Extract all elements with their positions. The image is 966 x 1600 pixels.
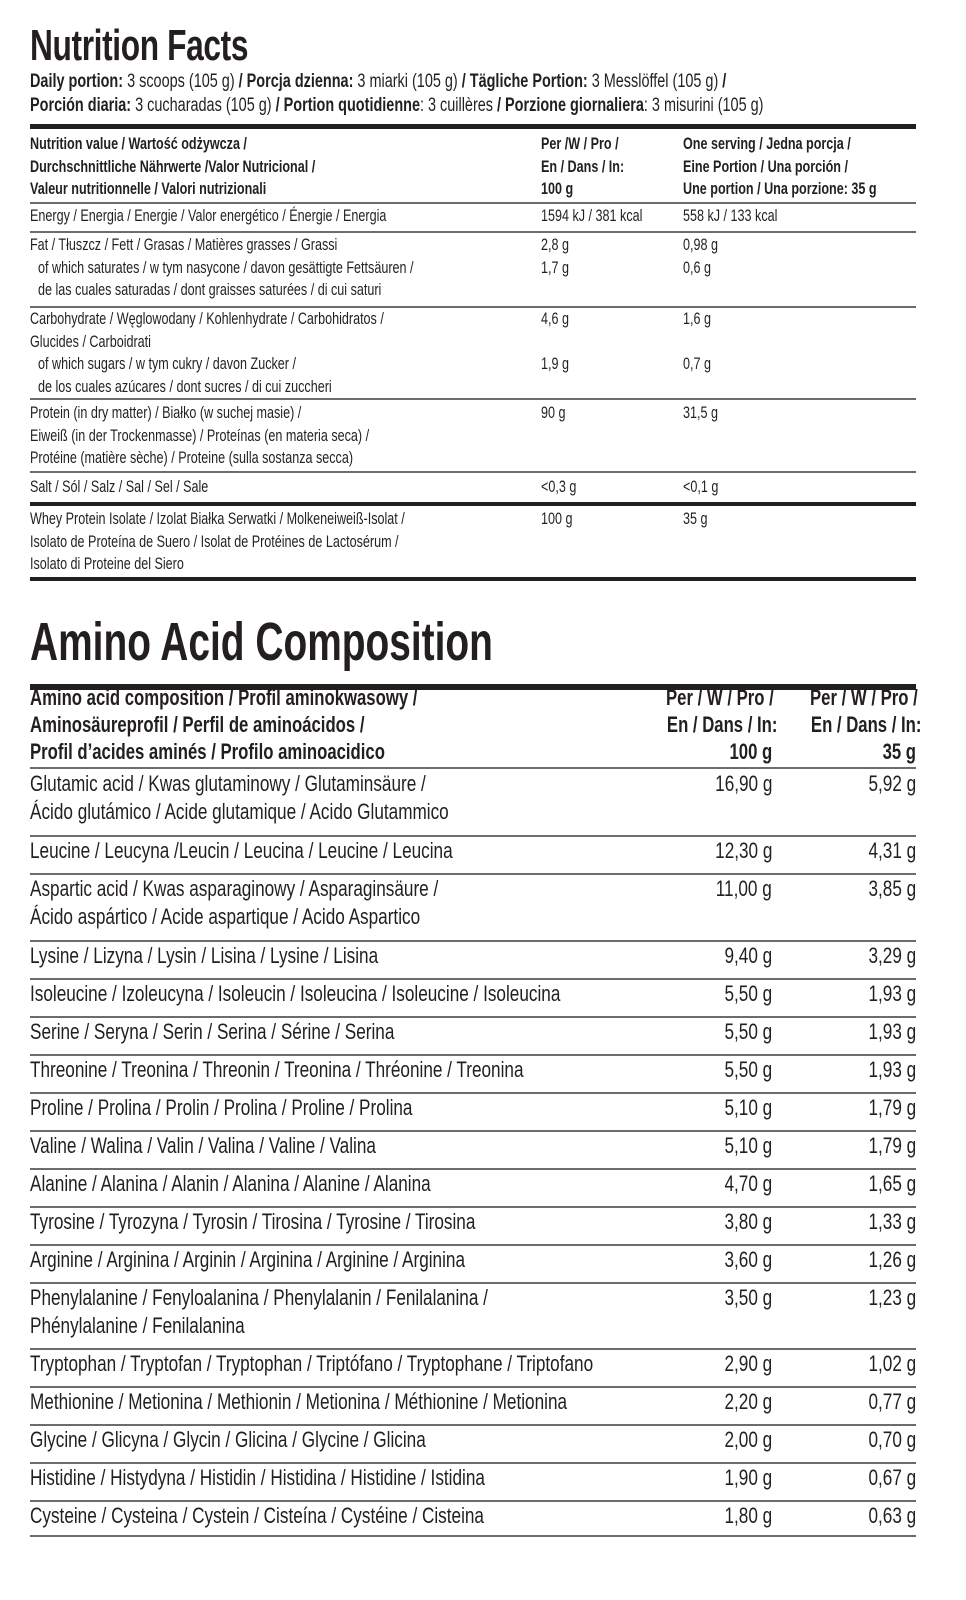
value-per-100g: 1,90 g — [724, 1465, 772, 1490]
nutrient-label: Carbohydrate / Węglowodany / Kohlenhydrate / Carbohidratos / — [30, 309, 384, 328]
value-per-100g: 5,10 g — [724, 1095, 772, 1120]
portion-label: / Portion quotidienne — [275, 95, 420, 116]
divider — [30, 202, 916, 204]
value-per-100g: 4,70 g — [724, 1171, 772, 1196]
divider — [30, 767, 916, 769]
amino-acid-name: Glutamic acid / Kwas glutaminowy / Glutaminsäure / Ácido glutámico / Acide glutamique / Acido Glutammico — [30, 771, 449, 824]
divider — [30, 398, 916, 400]
amino-acid-name: Serine / Seryna / Serin / Serina / Sérine / Serina — [30, 1019, 395, 1044]
value-per-100g: 9,40 g — [724, 943, 772, 968]
value-per-100g: 3,80 g — [724, 1209, 772, 1234]
value-per-100g: 16,90 g — [714, 771, 772, 796]
value-per-100g: 4,6 g — [541, 309, 569, 328]
portion-value: 3 scoops (105 g) — [123, 71, 239, 92]
value-per-serving: 1,6 g — [683, 309, 711, 328]
amino-acid-name: Valine / Walina / Valin / Valina / Valine / Valina — [30, 1133, 376, 1158]
amino-acid-name: Glycine / Glicyna / Glycin / Glicina / Glycine / Glicina — [30, 1427, 426, 1452]
value-per-100g: 5,10 g — [724, 1133, 772, 1158]
amino-acid-name: Arginine / Arginina / Arginin / Arginina / Arginine / Arginina — [30, 1247, 465, 1272]
amino-acid-name: Aspartic acid / Kwas asparaginowy / Asparaginsäure / Ácido aspártico / Acide aspartique / Acido Aspartico — [30, 876, 439, 929]
value-per-100g: 100 g — [541, 509, 573, 528]
nutrient-sublabel: of which saturates / w tym nasycone / davon gesättigte Fettsäuren / — [38, 257, 414, 277]
value-per-100g: 1,7 g — [541, 257, 569, 277]
portion-separator: / — [722, 71, 727, 92]
amino-acid-name: Alanine / Alanina / Alanin / Alanina / Alanine / Alanina — [30, 1171, 431, 1196]
value-per-35g: 0,63 g — [868, 1503, 916, 1528]
portion-label: / Porzione giornaliera — [497, 95, 644, 116]
value-per-35g: 1,26 g — [868, 1247, 916, 1272]
portion-label: / Tägliche Portion: — [461, 71, 588, 92]
amino-acid-name: Histidine / Histydyna / Histidin / Histidina / Histidine / Istidina — [30, 1465, 485, 1490]
header-per-35g-column: Per / W / Pro / En / Dans / In: 35 g — [810, 685, 922, 764]
divider-thick — [30, 577, 916, 581]
amino-acid-name: Threonine / Treonina / Threonin / Treonina / Thréonine / Treonina — [30, 1057, 524, 1082]
nutrient-sublabel: de las cuales saturadas / dont graisses saturées / di cui saturi — [38, 280, 382, 299]
value-per-100g: <0,3 g — [541, 477, 577, 496]
value-per-35g: 0,70 g — [868, 1427, 916, 1452]
divider-thick — [30, 502, 916, 506]
value-per-35g: 1,65 g — [868, 1171, 916, 1196]
portion-value: : 3 misurini (105 g) — [643, 95, 764, 116]
header-per-100g-column: Per / W / Pro / En / Dans / In: 100 g — [666, 685, 778, 764]
amino-acid-name: Tyrosine / Tyrozyna / Tyrosin / Tirosina / Tyrosine / Tirosina — [30, 1209, 476, 1234]
value-per-35g: 5,92 g — [868, 771, 916, 796]
amino-acid-name: Lysine / Lizyna / Lysin / Lisina / Lysine / Lisina — [30, 943, 379, 968]
daily-portion-line-1 — [30, 70, 916, 94]
value-per-35g: 1,79 g — [868, 1133, 916, 1158]
portion-value: 3 miarki (105 g) — [353, 71, 462, 92]
amino-acid-name: Methionine / Metionina / Methionin / Metionina / Méthionine / Metionina — [30, 1389, 568, 1414]
nutrient-label: Protein (in dry matter) / Białko (w suchej masie) / — [30, 403, 302, 422]
portion-label: Porción diaria: — [30, 95, 132, 116]
value-per-35g: 1,93 g — [868, 981, 916, 1006]
portion-value: : 3 cuillères — [419, 95, 498, 116]
value-per-35g: 3,85 g — [868, 876, 916, 901]
amino-acid-title: Amino Acid Composition — [30, 612, 493, 672]
amino-acid-name: Proline / Prolina / Prolin / Prolina / Proline / Prolina — [30, 1095, 413, 1120]
divider — [30, 471, 916, 473]
portion-label: / Porcja dzienna: — [238, 71, 354, 92]
value-per-100g: 3,60 g — [724, 1247, 772, 1272]
value-per-35g: 3,29 g — [868, 943, 916, 968]
nutrient-sublabel: de los cuales azúcares / dont sucres / di cui zuccheri — [38, 376, 332, 396]
value-per-100g: 5,50 g — [724, 1019, 772, 1044]
divider — [30, 231, 916, 233]
value-per-100g: 12,30 g — [714, 838, 772, 863]
value-per-100g: 3,50 g — [724, 1285, 772, 1310]
value-per-100g: 1594 kJ / 381 kcal — [541, 206, 643, 225]
value-per-serving: 0,6 g — [683, 257, 711, 277]
amino-acid-name: Isoleucine / Izoleucyna / Isoleucin / Isoleucina / Isoleucine / Isoleucina — [30, 981, 561, 1006]
value-per-35g: 1,93 g — [868, 1057, 916, 1082]
header-amino-column: Amino acid composition / Profil aminokwasowy / Aminosäureprofil / Perfil de aminoácidos / Profil d’acides aminés / Profilo aminoacidico — [30, 685, 418, 764]
value-per-serving: <0,1 g — [683, 477, 719, 496]
value-per-100g: 5,50 g — [724, 981, 772, 1006]
value-per-serving: 0,7 g — [683, 354, 711, 373]
value-per-100g: 2,00 g — [724, 1427, 772, 1452]
nutrient-label: Energy / Energia / Energie / Valor energético / Énergie / Energia — [30, 206, 387, 225]
value-per-35g: 1,93 g — [868, 1019, 916, 1044]
divider — [30, 1535, 916, 1537]
value-per-100g: 2,20 g — [724, 1389, 772, 1414]
value-per-35g: 1,33 g — [868, 1209, 916, 1234]
nutrition-facts-title: Nutrition Facts — [30, 21, 249, 70]
value-per-100g: 5,50 g — [724, 1057, 772, 1082]
nutrient-label: Eiweiß (in der Trockenmasse) / Proteínas (en materia seca) / — [30, 425, 370, 445]
portion-label: Daily portion: — [30, 71, 124, 92]
value-per-35g: 0,67 g — [868, 1465, 916, 1490]
value-per-100g: 90 g — [541, 403, 566, 422]
value-per-serving: 558 kJ / 133 kcal — [683, 206, 778, 225]
amino-acid-name: Cysteine / Cysteina / Cystein / Cisteína / Cystéine / Cisteina — [30, 1503, 484, 1528]
value-per-100g: 2,90 g — [724, 1351, 772, 1376]
value-per-serving: 35 g — [683, 509, 708, 528]
divider-thick — [30, 124, 916, 129]
value-per-35g: 1,02 g — [868, 1351, 916, 1376]
portion-value: 3 Messlöffel (105 g) — [587, 71, 723, 92]
value-per-35g: 0,77 g — [868, 1389, 916, 1414]
value-per-35g: 1,79 g — [868, 1095, 916, 1120]
ingredient-label: Isolato di Proteine del Siero — [30, 554, 184, 573]
value-per-35g: 1,23 g — [868, 1285, 916, 1310]
ingredient-label: Isolato de Proteína de Suero / Isolat de Protéines de Lactosérum / — [30, 531, 399, 551]
value-per-35g: 4,31 g — [868, 838, 916, 863]
amino-acid-name: Leucine / Leucyna /Leucin / Leucina / Leucine / Leucina — [30, 838, 453, 863]
value-per-serving: 0,98 g — [683, 235, 718, 254]
header-per-100g-column: Per /W / Pro / En / Dans / In: 100 g — [541, 134, 625, 198]
amino-acid-name: Phenylalanine / Fenyloalanina / Phenylalanin / Fenilalanina / Phénylalanine / Fenilalanina — [30, 1285, 488, 1338]
ingredient-label: Whey Protein Isolate / Izolat Białka Serwatki / Molkeneiweiß-Isolat / — [30, 509, 405, 528]
daily-portion — [30, 70, 916, 118]
header-per-serving-column: One serving / Jedna porcja / Eine Portion / Una porción / Une portion / Una porzione: 35 g — [683, 134, 877, 198]
amino-table-header — [30, 684, 922, 765]
header-nutrient-column: Nutrition value / Wartość odżywcza / Durchschnittliche Nährwerte /Valor Nutricional / Valeur nutritionnelle / Valori nutrizionali — [30, 134, 316, 198]
nutrient-label: Glucides / Carboidrati — [30, 331, 151, 351]
daily-portion-line-2 — [30, 94, 916, 118]
nutrient-sublabel: of which sugars / w tym cukry / davon Zucker / — [38, 354, 296, 373]
value-per-100g: 1,9 g — [541, 354, 569, 373]
amino-acid-name: Tryptophan / Tryptofan / Tryptophan / Triptófano / Tryptophane / Triptofano — [30, 1351, 594, 1376]
portion-value: 3 cucharadas (105 g) — [131, 95, 276, 116]
value-per-100g: 11,00 g — [716, 876, 772, 901]
nutrient-label: Protéine (matière sèche) / Proteine (sulla sostanza secca) — [30, 448, 354, 467]
value-per-100g: 2,8 g — [541, 235, 569, 254]
nutrient-label: Salt / Sól / Salz / Sal / Sel / Sale — [30, 477, 209, 496]
value-per-100g: 1,80 g — [724, 1503, 772, 1528]
value-per-serving: 31,5 g — [683, 403, 718, 422]
nutrient-label: Fat / Tłuszcz / Fett / Grasas / Matières grasses / Grassi — [30, 235, 338, 254]
